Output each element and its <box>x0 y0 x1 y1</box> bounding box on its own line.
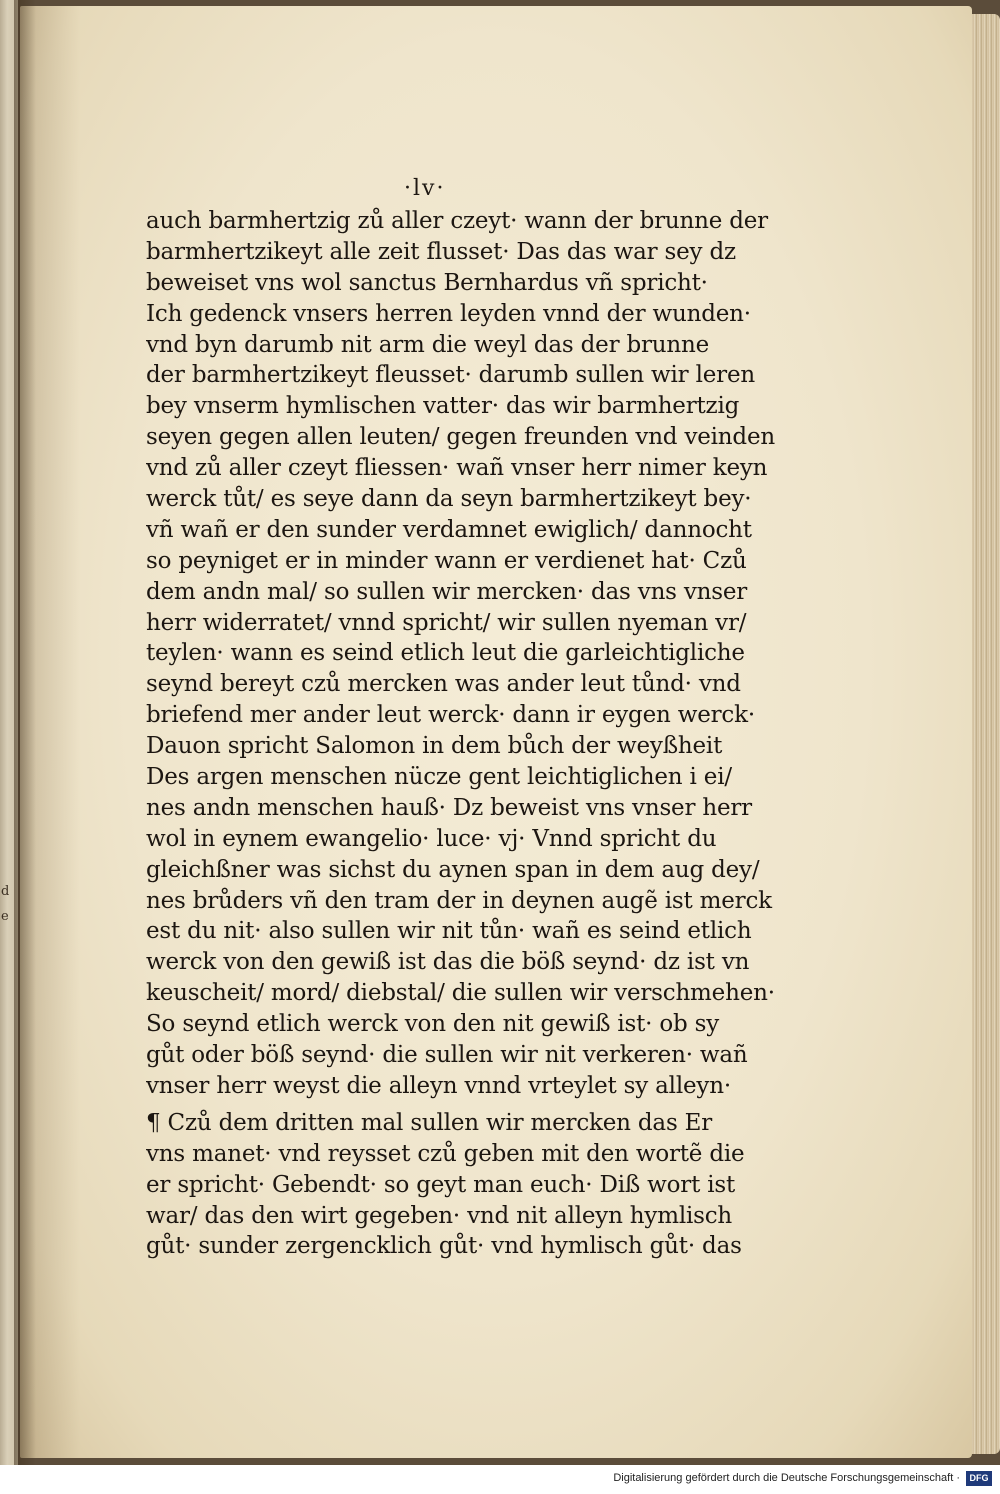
binding-shadow <box>14 0 36 1465</box>
text-line: dem andn mal/ so sullen wir mercken· das vns vnser <box>146 578 748 605</box>
text-line: seynd bereyt czů mercken was ander leut tůnd· vnd <box>146 671 741 698</box>
text-line: ¶ Czů dem dritten mal sullen wir mercken das Er <box>146 1109 713 1136</box>
text-line: seyen gegen allen leuten/ gegen freunden vnd veinden <box>146 424 775 451</box>
text-line: gůt oder böß seynd· die sullen wir nit verkeren· wañ <box>146 1042 748 1069</box>
folio-number: ·lv· <box>404 176 446 201</box>
footer-bar <box>0 1465 1000 1494</box>
text-line: vns manet· vnd reysset czů geben mit den wortẽ die <box>146 1140 745 1167</box>
text-line: gůt· sunder zergencklich gůt· vnd hymlisch gůt· das <box>146 1233 742 1260</box>
text-line: briefend mer ander leut werck· dann ir eygen werck· <box>146 702 755 729</box>
text-line: vnd byn darumb nit arm die weyl das der brunne <box>146 331 710 358</box>
text-line: beweiset vns wol sanctus Bernhardus vñ spricht· <box>146 269 708 296</box>
text-line: So seynd etlich werck von den nit gewiß ist· ob sy <box>146 1011 720 1038</box>
text-line: herr widerratet/ vnnd spricht/ wir sullen nyeman vr/ <box>146 609 747 636</box>
text-line: nes brůders vñ den tram der in deynen augẽ ist merck <box>146 887 772 914</box>
text-line: est du nit· also sullen wir nit tůn· wañ es seind etlich <box>146 918 752 945</box>
text-block <box>146 206 778 1262</box>
previous-page-margin-text: de <box>1 884 10 924</box>
text-line: nes andn menschen hauß· Dz beweist vns vnser herr <box>146 794 752 821</box>
text-line: vnd zů aller czeyt fliessen· wañ vnser herr nimer keyn <box>146 455 768 482</box>
text-line: bey vnserm hymlischen vatter· das wir barmhertzig <box>146 393 740 420</box>
text-line: Ich gedenck vnsers herren leyden vnnd der wunden· <box>146 300 751 327</box>
text-line: der barmhertzikeyt fleusset· darumb sullen wir leren <box>146 362 755 389</box>
funding-credit: Digitalisierung gefördert durch die Deutsche Forschungsgemeinschaft · <box>613 1472 960 1484</box>
text-line: wol in eynem ewangelio· luce· vj· Vnnd spricht du <box>146 825 717 852</box>
text-line: auch barmhertzig zů aller czeyt· wann der brunne der <box>146 208 768 234</box>
text-line: war/ das den wirt gegeben· vnd nit alleyn hymlisch <box>146 1202 733 1229</box>
text-line: so peyniget er in minder wann er verdienet hat· Czů <box>146 547 747 574</box>
text-line: gleichßner was sichst du aynen span in dem aug dey/ <box>146 856 760 883</box>
dfg-logo-icon: DFG <box>966 1471 992 1486</box>
text-line: keuscheit/ mord/ diebstal/ die sullen wir verschmehen· <box>146 980 775 1007</box>
text-line: er spricht· Gebendt· so geyt man euch· Diß wort ist <box>146 1171 736 1198</box>
text-line: barmhertzikeyt alle zeit flusset· Das das war sey dz <box>146 238 736 265</box>
text-line: Dauon spricht Salomon in dem bůch der weyßheit <box>146 733 723 760</box>
text-line: Des argen menschen nücze gent leichtiglichen i ei/ <box>146 764 732 791</box>
page-stack-edges <box>968 14 1000 1454</box>
text-line: vnser herr weyst die alleyn vnnd vrteylet sy alleyn· <box>146 1072 731 1099</box>
text-line: vñ wañ er den sunder verdamnet ewiglich/ dannocht <box>146 516 752 543</box>
text-line: teylen· wann es seind etlich leut die garleichtigliche <box>146 640 745 667</box>
text-line: werck von den gewiß ist das die böß seynd· dz ist vn <box>146 949 750 976</box>
text-line: werck tůt/ es seye dann da seyn barmhertzikeyt bey· <box>146 486 752 513</box>
